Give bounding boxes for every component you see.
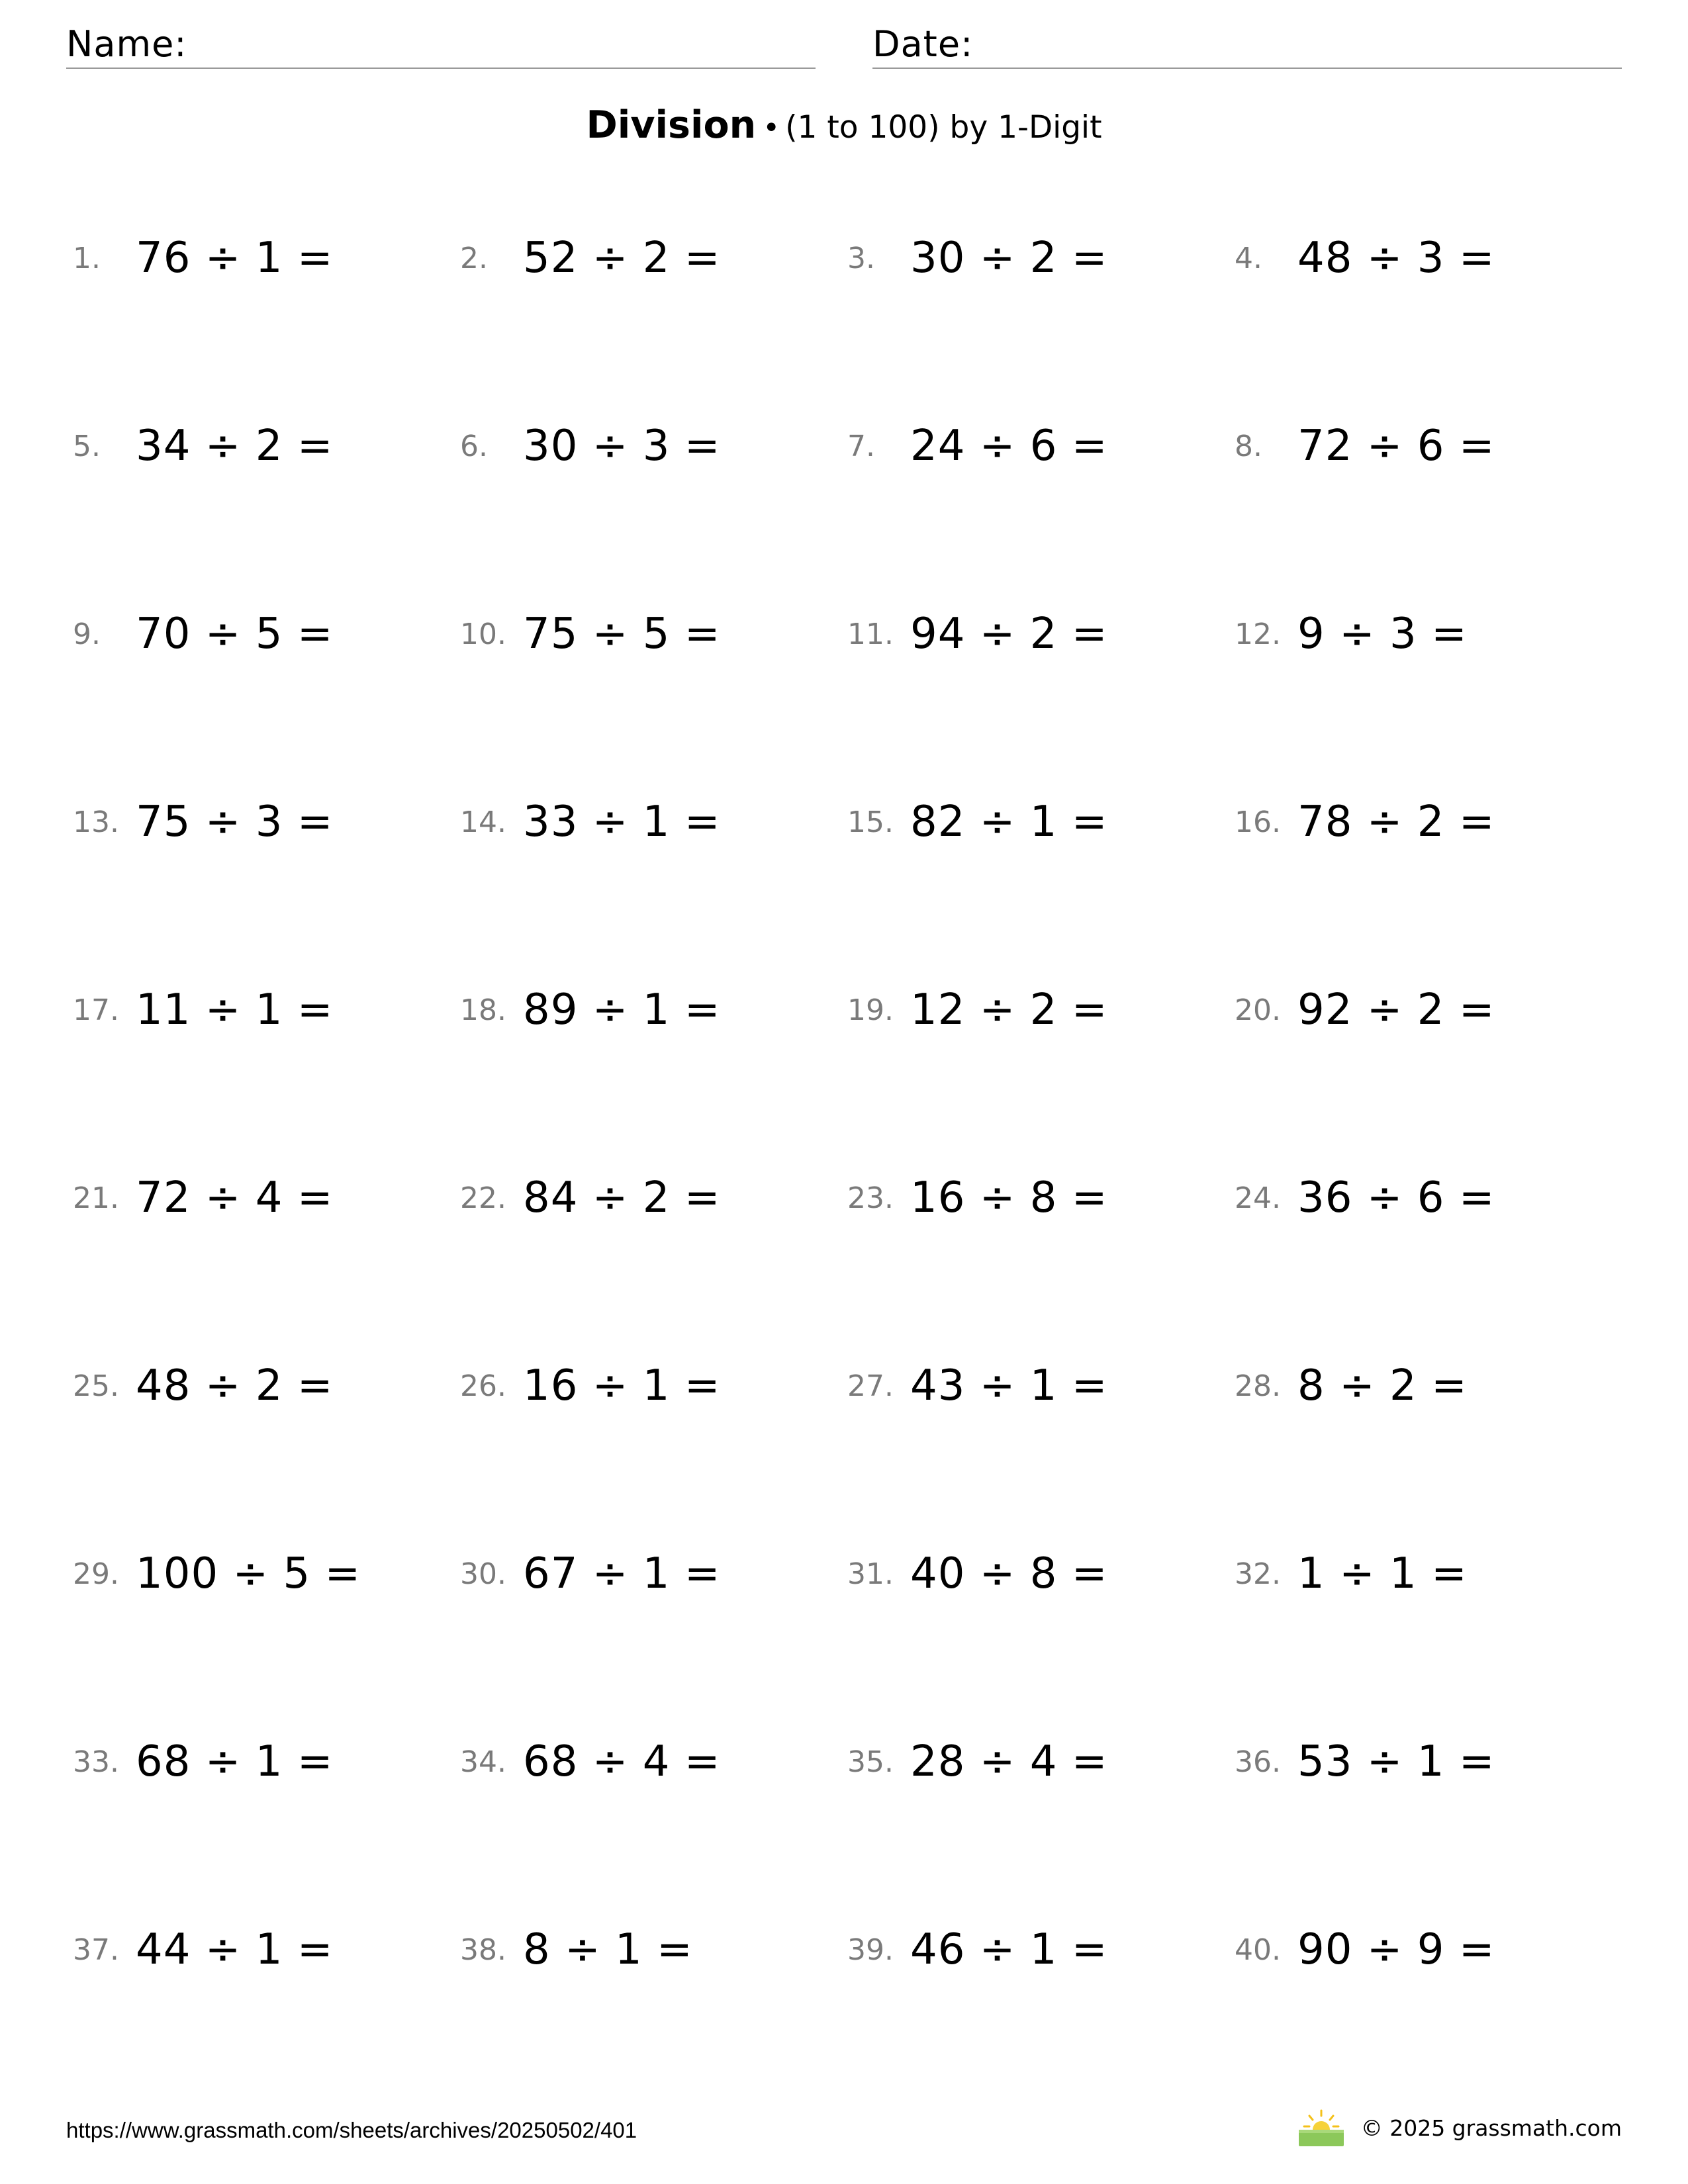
problem-number: 12.	[1235, 617, 1281, 651]
problem-expression: 53 ÷ 1 =	[1297, 1737, 1495, 1786]
problem-number: 3.	[847, 241, 875, 275]
name-label: Name:	[66, 23, 187, 65]
problem-expression: 68 ÷ 1 =	[136, 1737, 334, 1786]
problem-item	[1235, 1715, 1495, 1808]
problem-item	[847, 212, 1107, 304]
problem-item	[847, 1903, 1107, 1996]
problem-item	[73, 1152, 333, 1244]
problem-expression: 43 ÷ 1 =	[910, 1361, 1108, 1410]
problem-number: 18.	[460, 993, 506, 1027]
problem-item	[460, 776, 720, 868]
problem-number: 39.	[847, 1933, 894, 1967]
problem-expression: 30 ÷ 3 =	[523, 422, 721, 471]
problem-number: 19.	[847, 993, 894, 1027]
problem-item	[73, 1340, 333, 1432]
problem-expression: 67 ÷ 1 =	[523, 1549, 721, 1598]
problem-expression: 75 ÷ 3 =	[136, 797, 334, 846]
problem-number: 29.	[73, 1557, 119, 1591]
problem-item	[460, 964, 720, 1056]
problem-expression: 84 ÷ 2 =	[523, 1173, 721, 1222]
grass-sun-logo-icon	[1296, 2108, 1346, 2148]
problem-item	[460, 588, 720, 680]
problem-expression: 72 ÷ 4 =	[136, 1173, 334, 1222]
problem-item	[1235, 1340, 1468, 1432]
problem-item	[847, 1715, 1107, 1808]
problem-number: 5.	[73, 429, 101, 463]
problem-number: 7.	[847, 429, 875, 463]
problem-expression: 89 ÷ 1 =	[523, 985, 721, 1034]
problem-number: 24.	[1235, 1181, 1281, 1215]
problem-number: 23.	[847, 1181, 894, 1215]
problem-number: 27.	[847, 1369, 894, 1403]
problem-item	[73, 1903, 333, 1996]
problem-item	[460, 212, 720, 304]
problem-number: 25.	[73, 1369, 119, 1403]
problem-expression: 40 ÷ 8 =	[910, 1549, 1108, 1598]
problem-expression: 11 ÷ 1 =	[136, 985, 334, 1034]
problem-item	[73, 212, 333, 304]
worksheet-title	[0, 103, 1688, 147]
copyright-text: © 2025 grassmath.com	[1360, 2115, 1622, 2141]
problem-number: 10.	[460, 617, 506, 651]
problem-expression: 75 ÷ 5 =	[523, 610, 721, 659]
problem-item	[1235, 400, 1495, 492]
date-label: Date:	[872, 23, 974, 65]
problem-expression: 48 ÷ 3 =	[1297, 234, 1495, 283]
problem-number: 4.	[1235, 241, 1262, 275]
problem-expression: 90 ÷ 9 =	[1297, 1925, 1495, 1974]
problem-expression: 72 ÷ 6 =	[1297, 422, 1495, 471]
problem-number: 28.	[1235, 1369, 1281, 1403]
problem-expression: 8 ÷ 2 =	[1297, 1361, 1468, 1410]
problem-item	[847, 964, 1107, 1056]
problem-expression: 33 ÷ 1 =	[523, 797, 721, 846]
problem-item	[847, 1340, 1107, 1432]
problem-item	[460, 1903, 693, 1996]
problem-number: 38.	[460, 1933, 506, 1967]
problem-item	[73, 588, 333, 680]
problem-item	[847, 1152, 1107, 1244]
problem-item	[1235, 1903, 1495, 1996]
problem-number: 21.	[73, 1181, 119, 1215]
problem-item	[73, 400, 333, 492]
problem-expression: 76 ÷ 1 =	[136, 234, 334, 283]
problem-expression: 48 ÷ 2 =	[136, 1361, 334, 1410]
problem-number: 26.	[460, 1369, 506, 1403]
problem-item	[460, 1152, 720, 1244]
problem-number: 35.	[847, 1745, 894, 1779]
problem-item	[847, 400, 1107, 492]
problem-expression: 100 ÷ 5 =	[136, 1549, 361, 1598]
problem-number: 40.	[1235, 1933, 1281, 1967]
problem-item	[460, 1527, 720, 1620]
problem-item	[1235, 1527, 1468, 1620]
problem-expression: 70 ÷ 5 =	[136, 610, 334, 659]
problem-expression: 30 ÷ 2 =	[910, 234, 1108, 283]
title-bullet: •	[763, 111, 780, 145]
problem-expression: 94 ÷ 2 =	[910, 610, 1108, 659]
problem-expression: 68 ÷ 4 =	[523, 1737, 721, 1786]
problem-expression: 34 ÷ 2 =	[136, 422, 334, 471]
problem-number: 33.	[73, 1745, 119, 1779]
problem-item	[73, 1527, 361, 1620]
problem-number: 32.	[1235, 1557, 1281, 1591]
problem-item	[73, 1715, 333, 1808]
problem-expression: 36 ÷ 6 =	[1297, 1173, 1495, 1222]
problem-number: 34.	[460, 1745, 506, 1779]
problem-expression: 46 ÷ 1 =	[910, 1925, 1108, 1974]
problem-item	[1235, 212, 1495, 304]
problem-number: 11.	[847, 617, 894, 651]
name-field[interactable]	[66, 21, 816, 69]
footer-brand	[1296, 2108, 1622, 2148]
problem-number: 22.	[460, 1181, 506, 1215]
date-field[interactable]	[872, 21, 1622, 69]
problem-number: 17.	[73, 993, 119, 1027]
title-main: Division	[586, 103, 757, 147]
problem-item	[460, 400, 720, 492]
problem-expression: 92 ÷ 2 =	[1297, 985, 1495, 1034]
problem-expression: 16 ÷ 8 =	[910, 1173, 1108, 1222]
problem-item	[1235, 776, 1495, 868]
problem-item	[847, 588, 1107, 680]
problem-item	[1235, 964, 1495, 1056]
problem-number: 1.	[73, 241, 101, 275]
problem-item	[1235, 1152, 1495, 1244]
problem-item	[847, 1527, 1107, 1620]
problem-expression: 78 ÷ 2 =	[1297, 797, 1495, 846]
problem-expression: 8 ÷ 1 =	[523, 1925, 693, 1974]
problem-item	[460, 1715, 720, 1808]
problem-item	[73, 964, 333, 1056]
problem-item	[1235, 588, 1468, 680]
problem-number: 13.	[73, 805, 119, 839]
problem-number: 2.	[460, 241, 488, 275]
problem-expression: 24 ÷ 6 =	[910, 422, 1108, 471]
problem-number: 20.	[1235, 993, 1281, 1027]
problem-number: 14.	[460, 805, 506, 839]
title-subtitle: (1 to 100) by 1-Digit	[785, 109, 1102, 146]
problem-item	[460, 1340, 720, 1432]
problem-expression: 9 ÷ 3 =	[1297, 610, 1468, 659]
problem-item	[847, 776, 1107, 868]
problem-number: 31.	[847, 1557, 894, 1591]
problem-number: 15.	[847, 805, 894, 839]
problem-expression: 12 ÷ 2 =	[910, 985, 1108, 1034]
problem-number: 30.	[460, 1557, 506, 1591]
footer-url: https://www.grassmath.com/sheets/archives/20250502/401	[66, 2118, 637, 2142]
problem-expression: 82 ÷ 1 =	[910, 797, 1108, 846]
problem-item	[73, 776, 333, 868]
problem-number: 37.	[73, 1933, 119, 1967]
problem-number: 8.	[1235, 429, 1262, 463]
problem-number: 9.	[73, 617, 101, 651]
problem-number: 6.	[460, 429, 488, 463]
problem-expression: 44 ÷ 1 =	[136, 1925, 334, 1974]
problem-expression: 16 ÷ 1 =	[523, 1361, 721, 1410]
problem-expression: 28 ÷ 4 =	[910, 1737, 1108, 1786]
problem-number: 36.	[1235, 1745, 1281, 1779]
problem-number: 16.	[1235, 805, 1281, 839]
problem-expression: 52 ÷ 2 =	[523, 234, 721, 283]
problem-expression: 1 ÷ 1 =	[1297, 1549, 1468, 1598]
